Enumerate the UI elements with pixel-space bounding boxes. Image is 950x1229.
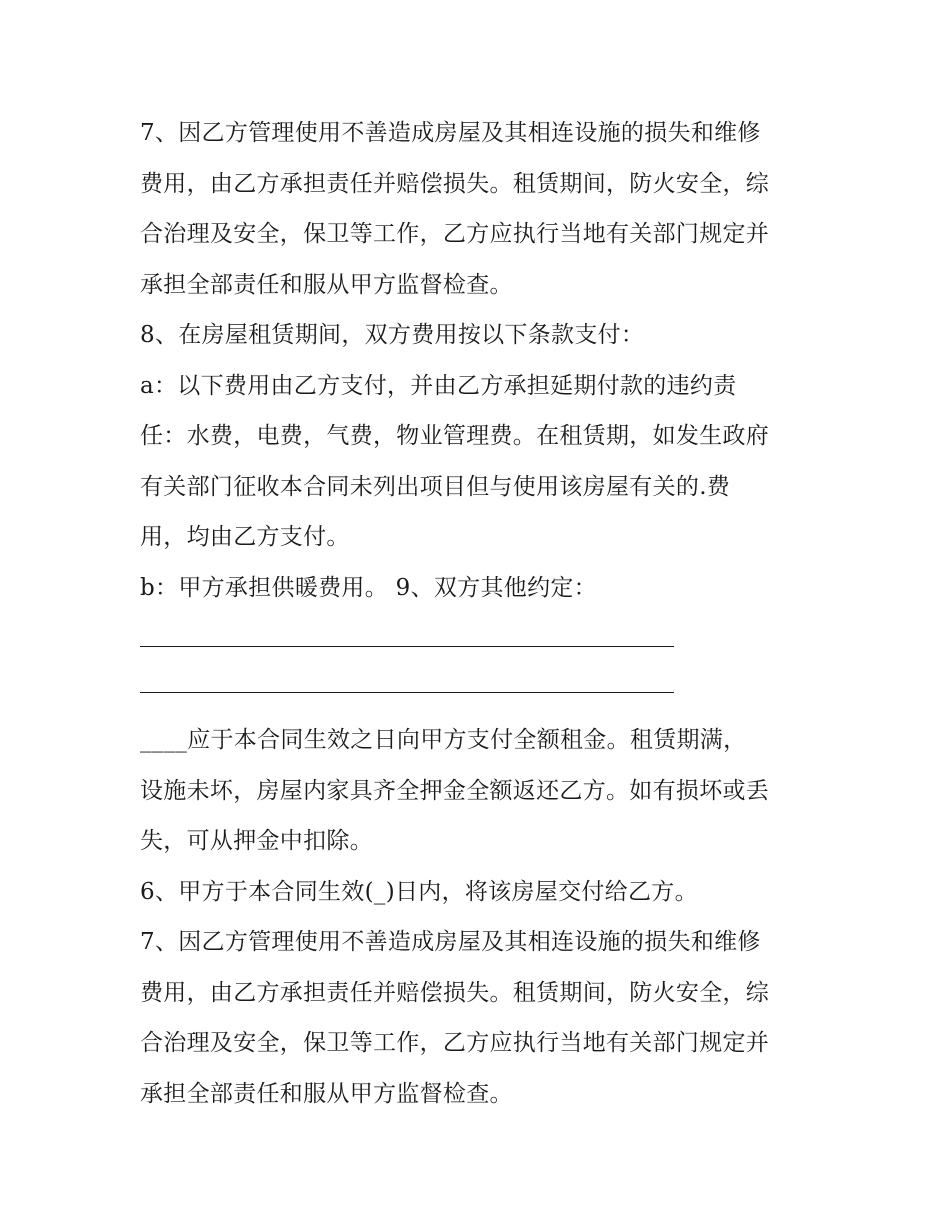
- fill-in-line: [140, 613, 820, 659]
- underline-rule: [140, 692, 674, 693]
- text-line: a：以下费用由乙方支付，并由乙方承担延期付款的违约责: [140, 372, 737, 399]
- text-line: 承担全部责任和服从甲方监督检查。: [140, 1080, 513, 1107]
- text-line: 合治理及安全，保卫等工作，乙方应执行当地有关部门规定并: [140, 221, 770, 247]
- text-line: 8、在房屋租赁期间，双方费用按以下条款支付：: [140, 322, 645, 348]
- text-line: 失，可从押金中扣除。: [140, 828, 373, 854]
- text-line: 任：水费，电费，气费，物业管理费。在租赁期，如发生政府: [140, 423, 770, 449]
- text-line: 设施未坏，房屋内家具齐全押金全额返还乙方。如有损坏或丢: [140, 777, 770, 804]
- text-line: 费用，由乙方承担责任并赔偿损失。租赁期间，防火安全，综: [140, 979, 770, 1006]
- underline-rule: [140, 646, 674, 647]
- spacer: [140, 705, 820, 715]
- text-line: 用，均由乙方支付。: [140, 524, 350, 550]
- text-line: 7、因乙方管理使用不善造成房屋及其相连设施的损失和维修: [140, 120, 761, 146]
- text-line-with-blank: [140, 715, 820, 766]
- text-segment: 应于本合同生效之日向甲方支付全额租金。租赁期满，: [187, 727, 747, 753]
- fill-in-line: [140, 659, 820, 705]
- text-line: 有关部门征收本合同未列出项目但与使用该房屋有关的.费: [140, 473, 731, 500]
- text-line: 7、因乙方管理使用不善造成房屋及其相连设施的损失和维修: [140, 929, 761, 955]
- text-line: 费用，由乙方承担责任并赔偿损失。租赁期间，防火安全，综: [140, 170, 770, 197]
- fill-in-blank: ____: [140, 727, 188, 753]
- document-body: [140, 108, 820, 1119]
- text-line: b：甲方承担供暖费用。 9、双方其他约定：: [140, 574, 597, 601]
- text-line: 合治理及安全，保卫等工作，乙方应执行当地有关部门规定并: [140, 1030, 770, 1056]
- text-line: 承担全部责任和服从甲方监督检查。: [140, 271, 513, 298]
- text-line: 6、甲方于本合同生效(_)日内，将该房屋交付给乙方。: [140, 878, 698, 905]
